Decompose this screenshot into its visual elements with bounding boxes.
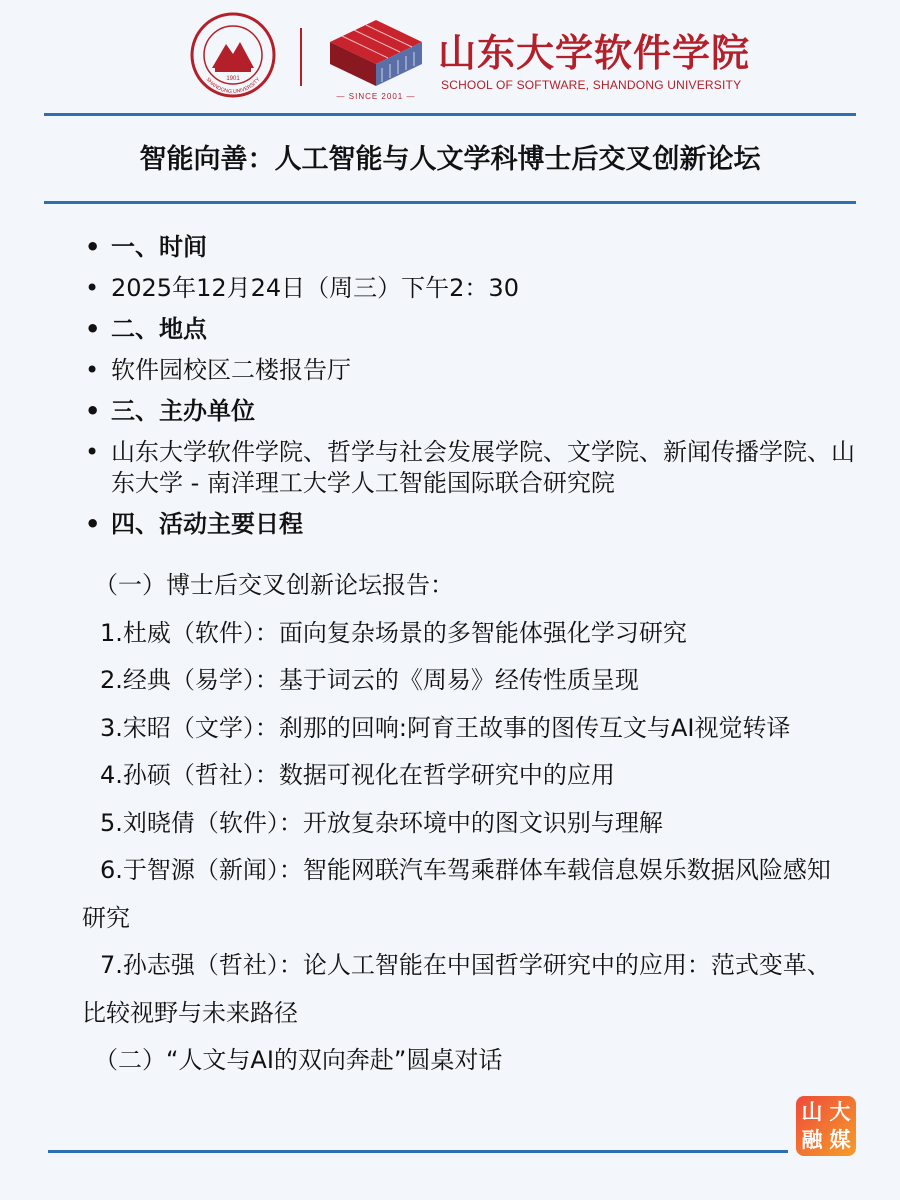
talk-item: 5.刘晓倩（软件）：开放复杂环境中的图文识别与理解	[100, 808, 663, 837]
talk-item: 1.杜威（软件）：面向复杂场景的多智能体强化学习研究	[100, 618, 687, 647]
talk-item: 4.孙硕（哲社）：数据可视化在哲学研究中的应用	[100, 761, 615, 789]
info-list	[85, 232, 865, 550]
since-2001-label: — SINCE 2001 —	[336, 92, 416, 101]
section-heading-time: • 一、时间	[85, 233, 207, 261]
top-divider	[44, 113, 856, 116]
header	[0, 0, 900, 110]
time-value: • 2025年12月24日（周三）下午2：30	[85, 274, 519, 302]
software-school-logo	[322, 12, 430, 90]
bullet-icon: •	[85, 274, 100, 302]
section-heading-organizers: • 三、主办单位	[85, 397, 255, 425]
bullet-icon: •	[85, 510, 101, 538]
shanda-media-badge-logo: 山 大 融 媒	[796, 1096, 856, 1156]
talk-item: 6.于智源（新闻）：智能网联汽车驾乘群体车载信息娱乐数据风险感知研究	[82, 856, 831, 932]
bullet-icon: •	[85, 438, 100, 466]
schedule-part2-title: （二）“人文与AI的双向奔赴”圆桌对话	[94, 1046, 503, 1074]
title-divider	[44, 201, 856, 204]
talk-item: 2.经典（易学）：基于词云的《周易》经传性质呈现	[100, 666, 639, 694]
page-title: 智能向善：人工智能与人文学科博士后交叉创新论坛	[139, 144, 761, 175]
header-divider	[300, 28, 302, 86]
organizers-value: • 山东大学软件学院、哲学与社会发展学院、文学院、新闻传播学院、山东大学 - 南洋理工大学人工智能国际联合研究院	[85, 438, 855, 497]
bullet-icon: •	[85, 356, 100, 384]
svg-text:SHANDONG UNIVERSITY: SHANDONG UNIVERSITY	[204, 76, 262, 96]
bullet-icon: •	[85, 315, 101, 343]
brand-chinese-name: 山东大学软件学院	[438, 31, 751, 75]
bullet-icon: •	[85, 233, 101, 261]
svg-text:1901: 1901	[226, 76, 240, 82]
brand-english-name: SCHOOL OF SOFTWARE, SHANDONG UNIVERSITY	[441, 78, 742, 92]
talk-item: 7.孙志强（哲社）：论人工智能在中国哲学研究中的应用：范式变革、比较视野与未来路径	[82, 951, 831, 1027]
section-heading-schedule: • 四、活动主要日程	[85, 510, 303, 538]
schedule-block	[82, 562, 842, 1085]
bottom-divider	[48, 1150, 788, 1153]
talk-item: 3.宋昭（文学）：刹那的回响:阿育王故事的图传互文与AI视觉转译	[100, 713, 791, 742]
university-seal-logo	[190, 12, 276, 98]
venue-value: • 软件园校区二楼报告厅	[85, 356, 351, 384]
section-heading-venue: • 二、地点	[85, 315, 207, 343]
schedule-part1-title: （一）博士后交叉创新论坛报告：	[94, 571, 454, 599]
bullet-icon: •	[85, 397, 101, 425]
